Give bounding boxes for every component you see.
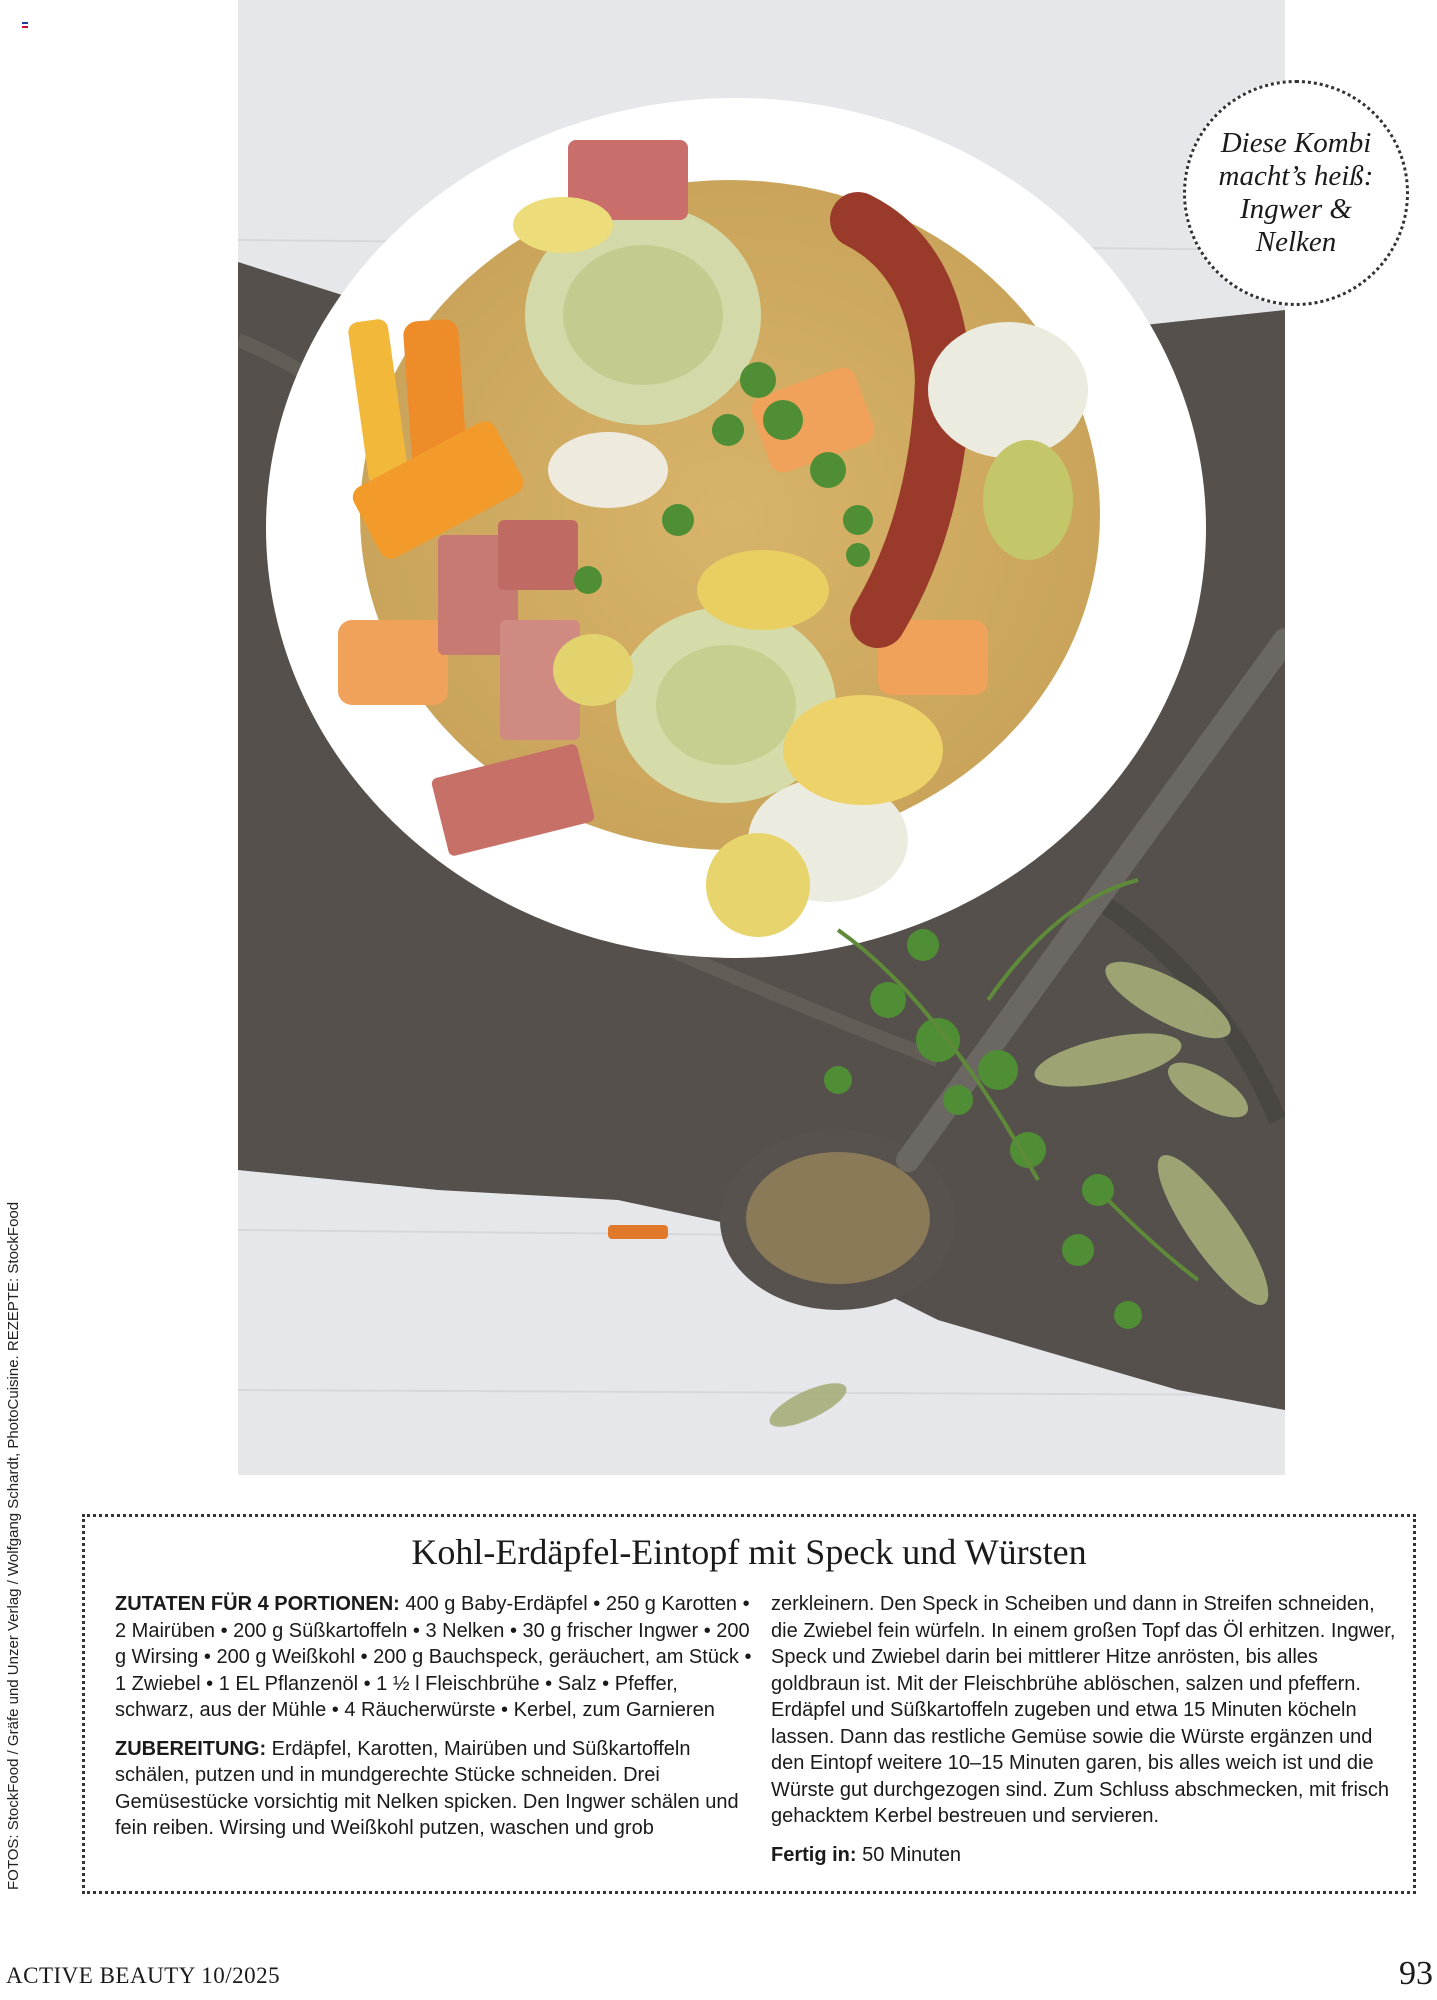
magazine-issue: ACTIVE BEAUTY 10/2025 — [6, 1963, 281, 1988]
preparation-paragraph — [115, 1736, 761, 1842]
flag-icon — [22, 22, 28, 30]
recipe-photo — [238, 0, 1285, 1475]
recipe-column-right — [771, 1591, 1397, 1880]
preparation-continued: zerkleinern. Den Speck in Scheiben und dann in Streifen schneiden, die Zwiebel fein würfeln. In einem großen Topf das Öl erhitzen. Ingwer, Speck und Zwiebel darin bei mittlerer Hitze anrösten, bis alles goldbraun ist. Mit der Fleischbrühe ablöschen, salzen und pfeffern. Erdäpfel und Süßkartoffeln zugeben und etwa 15 Minuten köcheln lassen. Dann das restliche Gemüse sowie die Würste ergänzen und den Eintopf weitere 10–15 Minuten garen, bis alles weich ist und die Würste gut durchgezogen sind. Zum Schluss abschmecken, mit frisch gehacktem Kerbel bestreuen und servieren. — [771, 1593, 1396, 1827]
ingredients-paragraph — [115, 1591, 761, 1724]
time-label: Fertig in: — [771, 1843, 857, 1866]
ingredients-text: 400 g Baby-Erdäpfel • 250 g Karotten • 2 Mairüben • 200 g Süßkartoffeln • 3 Nelken • 30 g frischer Ingwer • 200 g Wirsing • 200 g Weißkohl • 200 g Bauchspeck, geräuchert, am Stück • 1 Zwiebel • 1 EL Pflanzenöl • 1 ½ l Fleischbrühe • Salz • Pfeffer, schwarz, aus der Mühle • 4 Räucherwürste • Kerbel, zum Garnieren — [115, 1593, 752, 1721]
page-number: 93 — [1399, 1955, 1433, 1992]
photo-credit-text: FOTOS: StockFood / Gräfe und Unzer Verlag / Wolfgang Schardt, PhotoCuisine. REZEPTE: StockFood — [5, 1201, 22, 1890]
ingredients-label: ZUTATEN FÜR 4 PORTIONEN: — [115, 1593, 400, 1615]
recipe-title: Kohl-Erdäpfel-Eintopf mit Speck und Würsten — [411, 1532, 1087, 1572]
recipe-box — [82, 1514, 1416, 1894]
time-value: 50 Minuten — [856, 1843, 962, 1866]
time-paragraph — [771, 1842, 1397, 1869]
preparation-label: ZUBEREITUNG: — [115, 1737, 267, 1760]
badge-text: Diese Kombi macht’s heiß: Ingwer & Nelken — [1218, 127, 1374, 258]
photo-credit — [0, 1020, 22, 1890]
highlight-badge — [1183, 80, 1409, 306]
recipe-column-left — [115, 1591, 761, 1854]
preparation-text: Erdäpfel, Karotten, Mairüben und Süßkartoffeln schälen, putzen und in mundgerechte Stücke schneiden. Drei Gemüsestücke vorsichtig mit Nelken spicken. Den Ingwer schälen und fein reiben. Wirsing und Weißkohl putzen, waschen und grob — [115, 1737, 739, 1839]
